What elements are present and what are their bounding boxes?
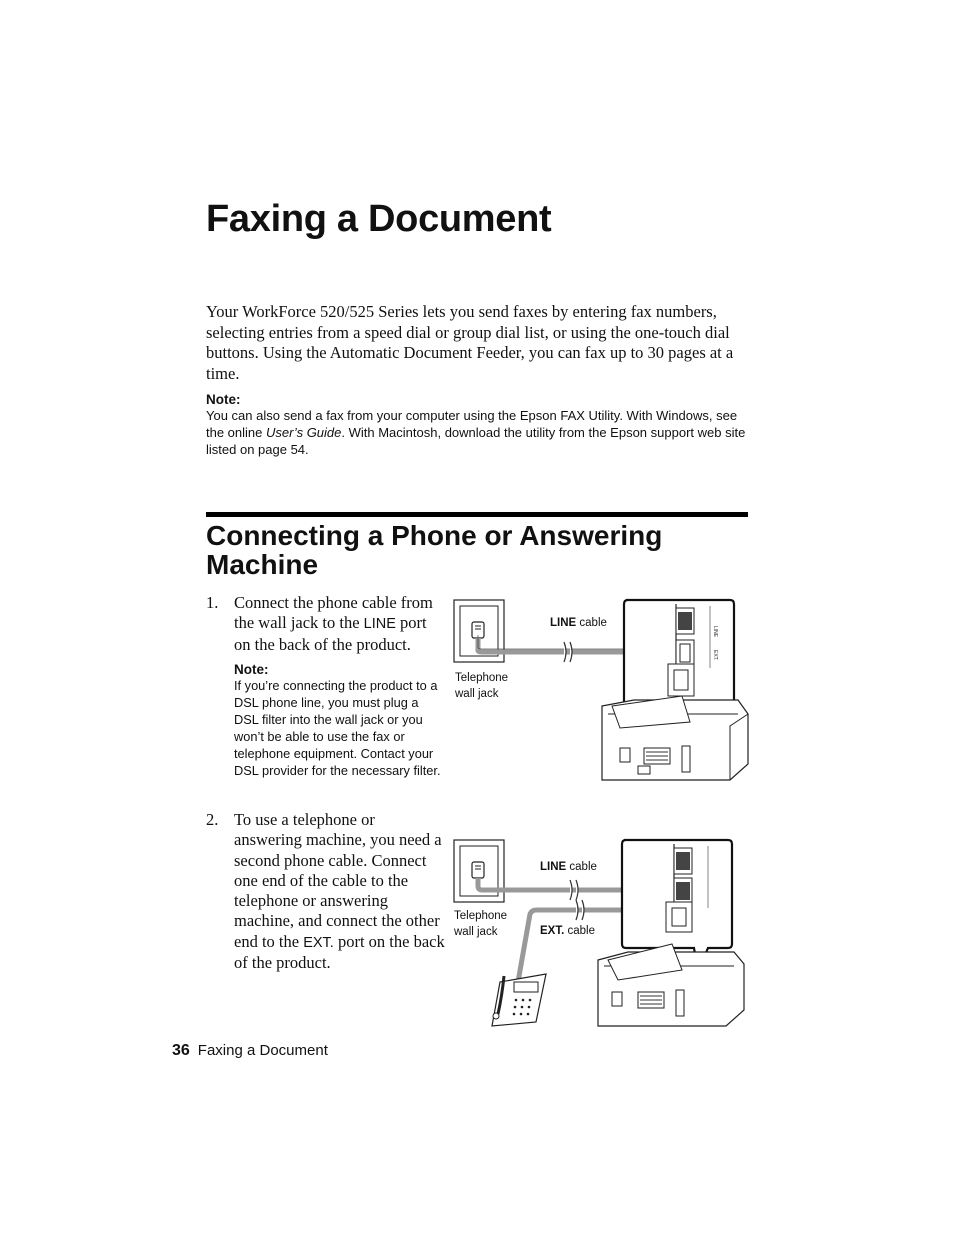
printer-icon xyxy=(598,944,744,1026)
step-number: 1. xyxy=(206,593,219,612)
note-text xyxy=(206,407,751,458)
intro-paragraph: Your WorkForce 520/525 Series lets you send faxes by entering fax numbers, selecting entries from a speed dial or group dial list, or using the one-touch dial buttons. Using the Automatic Document Feeder, you can fax up to 30 pages at a time. xyxy=(206,302,734,383)
wall-jack-label: wall jack xyxy=(455,688,499,700)
section-rule xyxy=(206,512,748,517)
step-text-part: Connect the phone cable from the wall jack to the xyxy=(234,593,433,633)
note-text: If you’re connecting the product to a DSL phone line, you must plug a DSL filter into the wall jack or you won’t be able to use the fax or telephone equipment. Contact your DSL provider for the necessary filter. xyxy=(234,678,441,778)
wall-jack-icon xyxy=(454,840,504,902)
svg-text:EXT.: EXT. xyxy=(712,650,718,661)
ext-connection-diagram xyxy=(452,836,752,1032)
step-text-part: To use a telephone or answering machine, you need a second phone cable. Connect one end of the cable to the telephone or answering machine, and connect the other end to the xyxy=(234,810,442,951)
note-label: Note: xyxy=(206,392,241,407)
wall-jack-label: wall jack xyxy=(454,926,498,938)
step-number: 2. xyxy=(206,810,219,829)
line-port-label: LINE xyxy=(363,616,396,633)
users-guide-title: User’s Guide xyxy=(266,425,342,440)
printer-icon xyxy=(602,696,748,780)
note-fax-utility xyxy=(206,392,751,458)
svg-text:LINE: LINE xyxy=(712,626,718,638)
step-text-part: port on the back of the product. xyxy=(234,613,427,654)
section-title: Connecting a Phone or Answering Machine xyxy=(206,520,663,580)
ext-cable-label: EXT. cable xyxy=(540,925,595,937)
step-text xyxy=(234,593,446,655)
step-text-part: port on the back of the product. xyxy=(234,931,445,973)
note-label: Note: xyxy=(234,662,269,677)
note-dsl-filter xyxy=(234,662,446,779)
page-footer xyxy=(172,1042,328,1060)
wall-jack-label: Telephone xyxy=(455,672,509,684)
line-cable-label: LINE cable xyxy=(550,617,607,629)
page-title: Faxing a Document xyxy=(206,198,552,240)
note-text-part: You can also send a fax from your computer using the Epson FAX Utility. With Windows, see the online xyxy=(206,408,738,440)
line-cable-label: LINE cable xyxy=(540,861,597,873)
note-text-part: . With Macintosh, download the utility from the Epson support web site listed on page 54. xyxy=(206,425,746,457)
step-text xyxy=(234,810,446,973)
line-connection-diagram xyxy=(452,596,752,798)
wall-jack-label: Telephone xyxy=(454,910,508,922)
page-number: 36 xyxy=(172,1042,190,1059)
footer-section-title: Faxing a Document xyxy=(197,1042,328,1059)
telephone-icon xyxy=(492,974,546,1026)
ext-port-label: EXT. xyxy=(303,934,334,951)
